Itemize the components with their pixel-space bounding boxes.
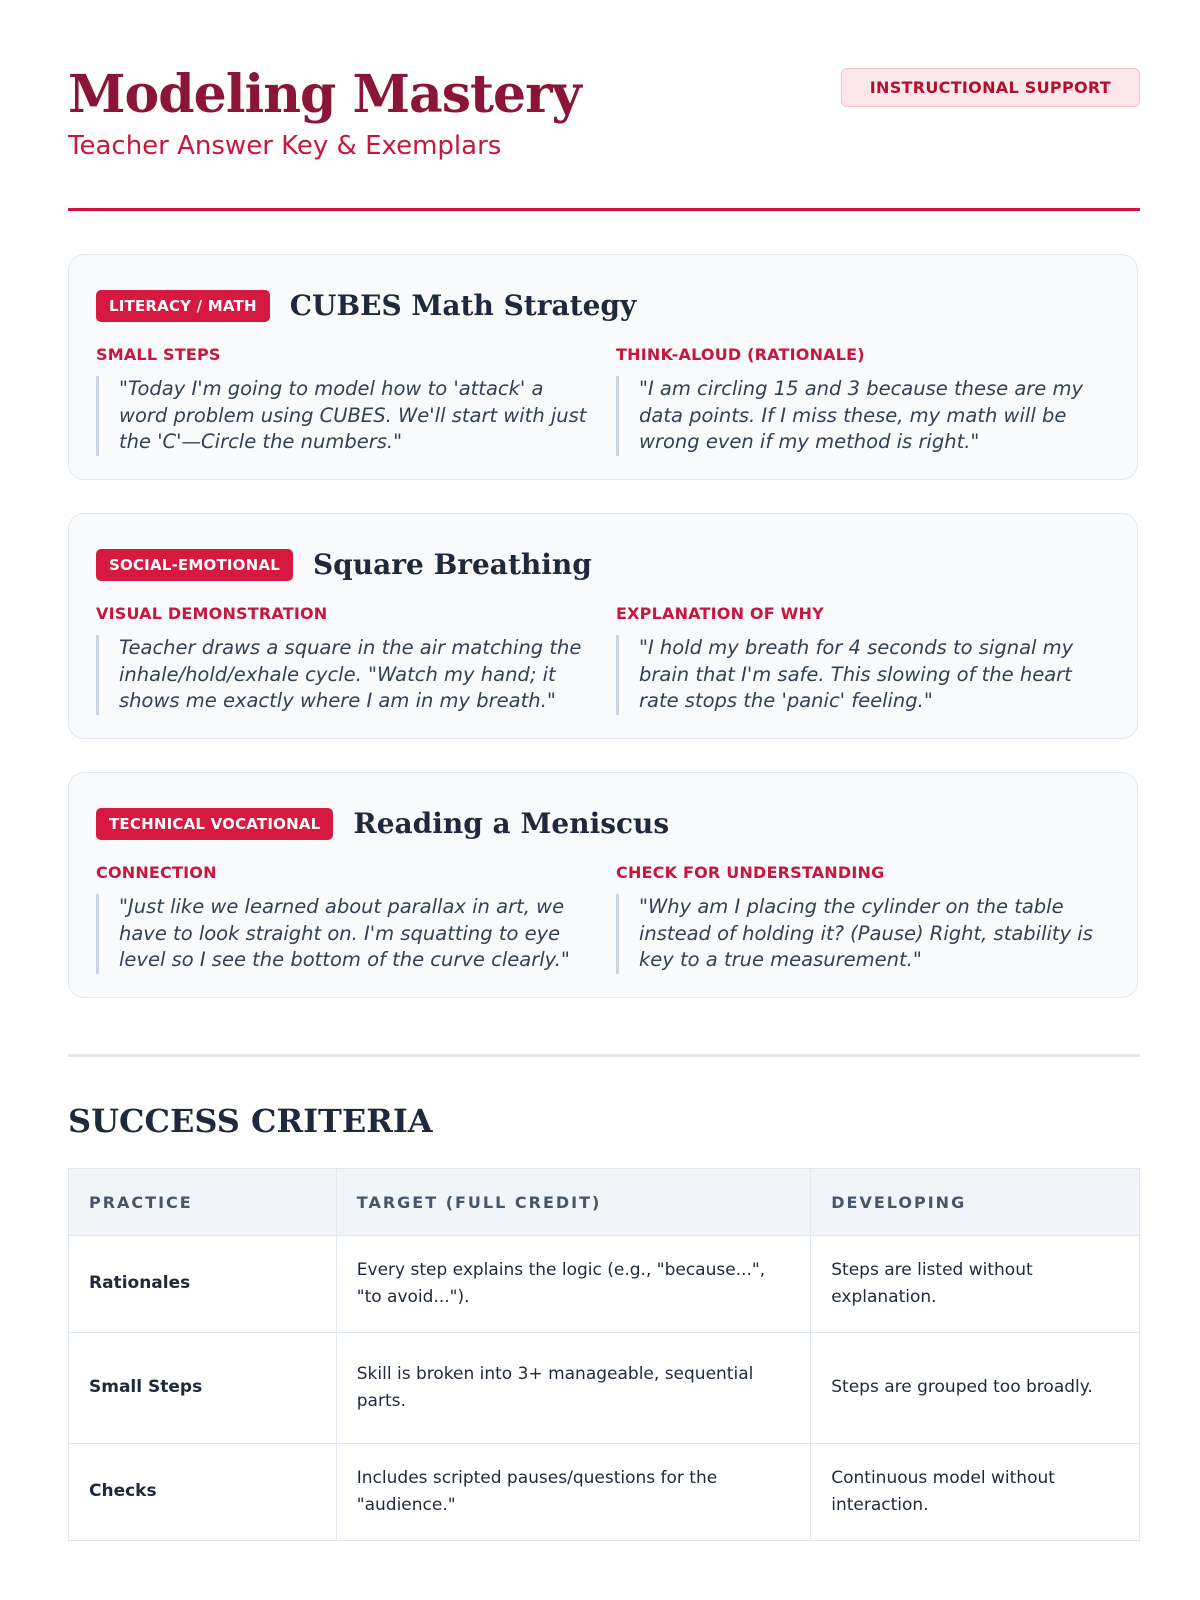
table-row: [69, 1444, 1140, 1541]
card-header: [96, 548, 592, 581]
practice-cell: Checks: [69, 1444, 337, 1541]
card-header: [96, 289, 636, 322]
target-cell: Every step explains the logic (e.g., "because...", "to avoid...").: [336, 1236, 810, 1333]
column-header-target: TARGET (FULL CREDIT): [336, 1169, 810, 1236]
practice-cell: Small Steps: [69, 1333, 337, 1444]
card-title: CUBES Math Strategy: [289, 289, 637, 322]
column-label: EXPLANATION OF WHY: [616, 604, 824, 623]
practice-cell: Rationales: [69, 1236, 337, 1333]
header-divider: [68, 208, 1140, 211]
section-divider: [68, 1054, 1140, 1057]
exemplar-quote: "Just like we learned about parallax in art, we have to look straight on. I'm squatting to eye level so I see the bottom of the curve clearly.": [96, 894, 597, 974]
success-criteria-title: SUCCESS CRITERIA: [68, 1102, 433, 1140]
strategy-card-cubes: [68, 254, 1138, 480]
card-right-column: [616, 863, 1116, 974]
exemplar-quote: Teacher draws a square in the air matching the inhale/hold/exhale cycle. "Watch my hand; it shows me exactly where I am in my breath.": [96, 635, 597, 715]
card-right-column: [616, 345, 1116, 456]
card-left-column: [96, 604, 596, 715]
table-header-row: [69, 1169, 1140, 1236]
column-label: THINK-ALOUD (RATIONALE): [616, 345, 865, 364]
column-label: SMALL STEPS: [96, 345, 221, 364]
target-cell: Includes scripted pauses/questions for the "audience.": [336, 1444, 810, 1541]
developing-cell: Steps are listed without explanation.: [811, 1236, 1140, 1333]
card-title: Reading a Meniscus: [353, 807, 670, 840]
column-label: VISUAL DEMONSTRATION: [96, 604, 328, 623]
header: [68, 66, 1140, 162]
card-title: Square Breathing: [312, 548, 592, 581]
table-row: [69, 1333, 1140, 1444]
exemplar-quote: "Why am I placing the cylinder on the table instead of holding it? (Pause) Right, stability is key to a true measurement.": [616, 894, 1117, 974]
category-tag: LITERACY / MATH: [96, 290, 270, 322]
developing-cell: Steps are grouped too broadly.: [811, 1333, 1140, 1444]
exemplar-quote: "I am circling 15 and 3 because these are my data points. If I miss these, my math will be wrong even if my method is right.": [616, 376, 1117, 456]
card-header: [96, 807, 669, 840]
column-header-practice: PRACTICE: [69, 1169, 337, 1236]
category-tag: TECHNICAL VOCATIONAL: [96, 808, 333, 840]
strategy-card-square-breathing: [68, 513, 1138, 739]
table-row: [69, 1236, 1140, 1333]
page-title: Modeling Mastery: [68, 64, 581, 125]
column-header-developing: DEVELOPING: [811, 1169, 1140, 1236]
card-right-column: [616, 604, 1116, 715]
target-cell: Skill is broken into 3+ manageable, sequential parts.: [336, 1333, 810, 1444]
page-subtitle: Teacher Answer Key & Exemplars: [68, 131, 502, 162]
strategy-card-meniscus: [68, 772, 1138, 998]
column-label: CHECK FOR UNDERSTANDING: [616, 863, 885, 882]
card-left-column: [96, 345, 596, 456]
category-tag: SOCIAL-EMOTIONAL: [96, 549, 293, 581]
card-left-column: [96, 863, 596, 974]
exemplar-quote: "Today I'm going to model how to 'attack' a word problem using CUBES. We'll start with just the 'C'—Circle the numbers.": [96, 376, 597, 456]
developing-cell: Continuous model without interaction.: [811, 1444, 1140, 1541]
exemplar-quote: "I hold my breath for 4 seconds to signal my brain that I'm safe. This slowing of the heart rate stops the 'panic' feeling.": [616, 635, 1117, 715]
success-criteria-table: [68, 1168, 1140, 1541]
instructional-support-badge: INSTRUCTIONAL SUPPORT: [841, 68, 1140, 107]
column-label: CONNECTION: [96, 863, 217, 882]
